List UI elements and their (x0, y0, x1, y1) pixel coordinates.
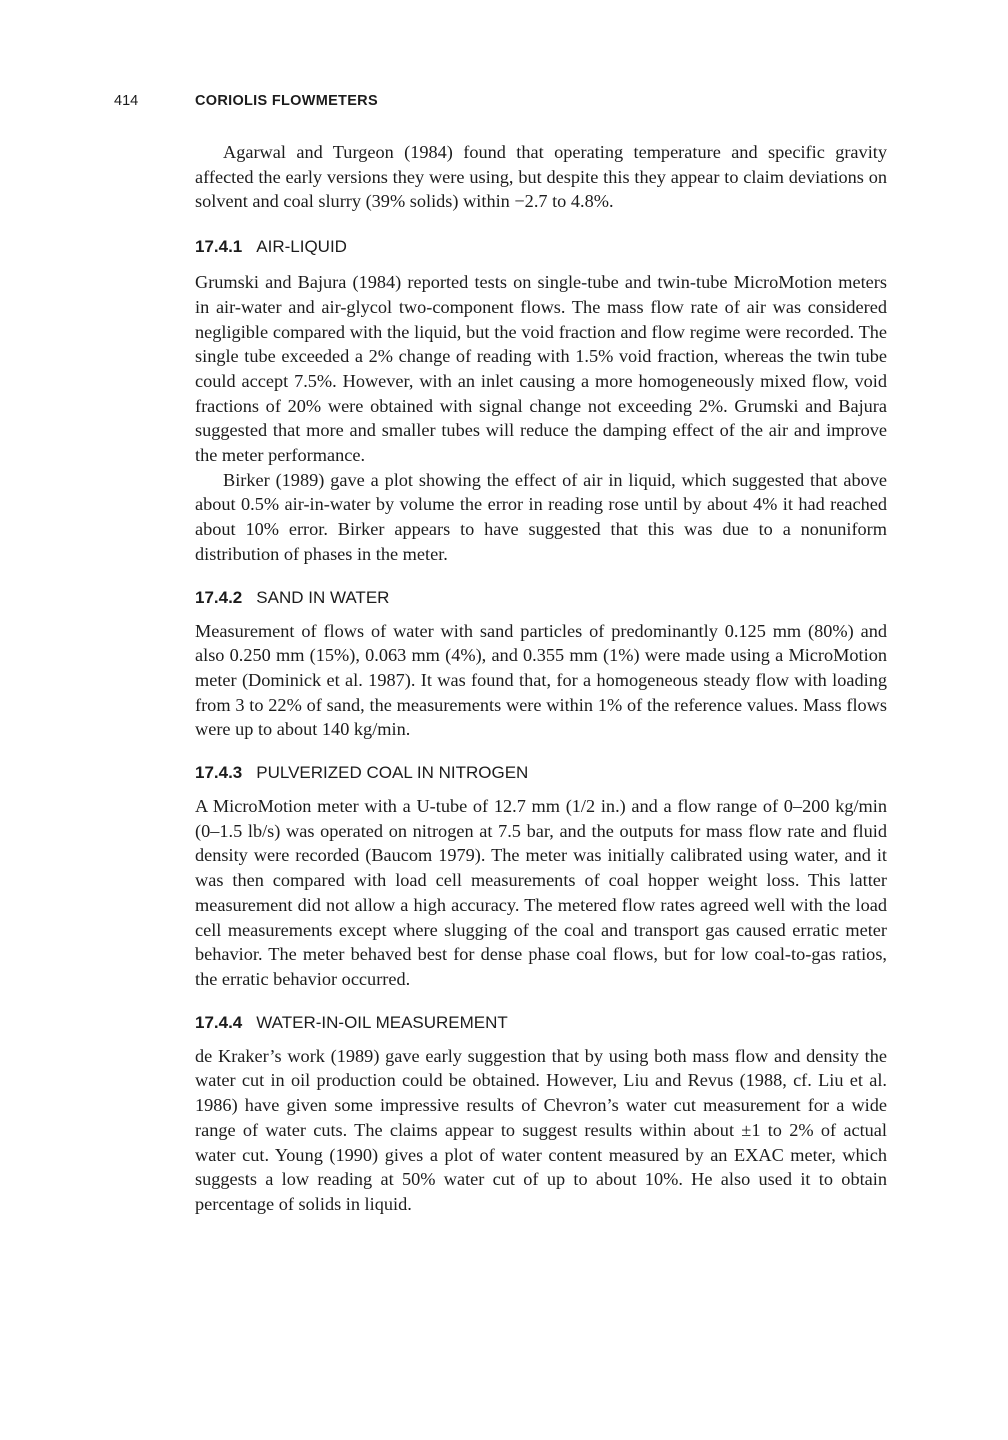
section-heading-sand-in-water (195, 586, 887, 610)
section-heading-water-in-oil (195, 1011, 887, 1035)
body-text (195, 140, 887, 1217)
page-number: 414 (114, 93, 139, 109)
section-number: 17.4.4 (195, 1012, 243, 1032)
section-number: 17.4.3 (195, 763, 243, 783)
section-title: PULVERIZED COAL IN NITROGEN (256, 763, 529, 783)
section-title: WATER-IN-OIL MEASUREMENT (256, 1012, 508, 1032)
paragraph-air-liquid-1: Grumski and Bajura (1984) reported tests on single-tube and twin-tube MicroMotion meters in air-water and air-glycol two-component flows. The mass flow rate of air was considered negligible compared with the liquid, but the void fraction and flow regime were recorded. The single tube exceeded a 2% change of reading with 1.5% void fraction, whereas the twin tube could accept 7.5%. However, with an inlet causing a more homogeneously mixed flow, void fractions of 20% were obtained with signal change not exceeding 2%. Grumski and Bajura suggested that more and smaller tubes will reduce the damping effect of the air and improve the meter performance. (195, 272, 887, 466)
section-number: 17.4.1 (195, 237, 243, 257)
intro-paragraph: Agarwal and Turgeon (1984) found that operating temperature and specific gravity affected the early versions they were using, but despite this they appear to claim deviations on solvent and coal slurry (39% solids) within −2.7 to 4.8%. (195, 142, 887, 212)
paragraph-air-liquid-2: Birker (1989) gave a plot showing the effect of air in liquid, which suggested that above about 0.5% air-in-water by volume the error in reading rose until by about 4% it had reached about 10% error. Birker appears to have suggested that this was due to a nonuniform distribution of phases in the meter. (195, 469, 887, 564)
paragraph-sand-in-water: Measurement of flows of water with sand particles of predominantly 0.125 mm (80%) and also 0.250 mm (15%), 0.063 mm (4%), and 0.355 mm (1%) were made using a MicroMotion meter (Dominick et al. 1987). It was found that, for a homogeneous steady flow with loading from 3 to 22% of sand, the measurements were within 1% of the reference values. Mass flows were up to about 140 kg/min. (195, 620, 887, 740)
section-heading-air-liquid (195, 235, 887, 259)
section-title: SAND IN WATER (256, 587, 390, 607)
running-title: CORIOLIS FLOWMETERS (195, 93, 378, 109)
paragraph-pulverized-coal: A MicroMotion meter with a U-tube of 12.7 mm (1/2 in.) and a flow range of 0–200 kg/min (0–1.5 lb/s) was operated on nitrogen at 7.5 bar, and the outputs for mass flow rate and fluid density were recorded (Baucom 1979). The meter was initially calibrated using water, and it was then compared with load cell measurements of coal hopper weight loss. This latter measurement did not allow a high accuracy. The metered flow rates agreed well with the load cell measurements except where slugging of the coal and transport gas caused erratic meter behavior. The meter behaved best for dense phase coal flows, but for low coal-to-gas ratios, the erratic behavior occurred. (195, 796, 887, 989)
section-number: 17.4.2 (195, 587, 243, 607)
section-heading-pulverized-coal (195, 761, 887, 785)
paragraph-water-in-oil: de Kraker’s work (1989) gave early suggestion that by using both mass flow and density the water cut in oil production could be obtained. However, Liu and Revus (1988, cf. Liu et al. 1986) have given some impressive results of Chevron’s water cut measurement for a wide range of water cuts. The claims appear to suggest results within about ±1 to 2% of actual water cut. Young (1990) gives a plot of water content measured by an EXAC meter, which suggests a low reading at 50% water cut of up to about 10%. He also used it to obtain percentage of solids in liquid. (195, 1045, 887, 1214)
section-title: AIR-LIQUID (256, 237, 347, 257)
